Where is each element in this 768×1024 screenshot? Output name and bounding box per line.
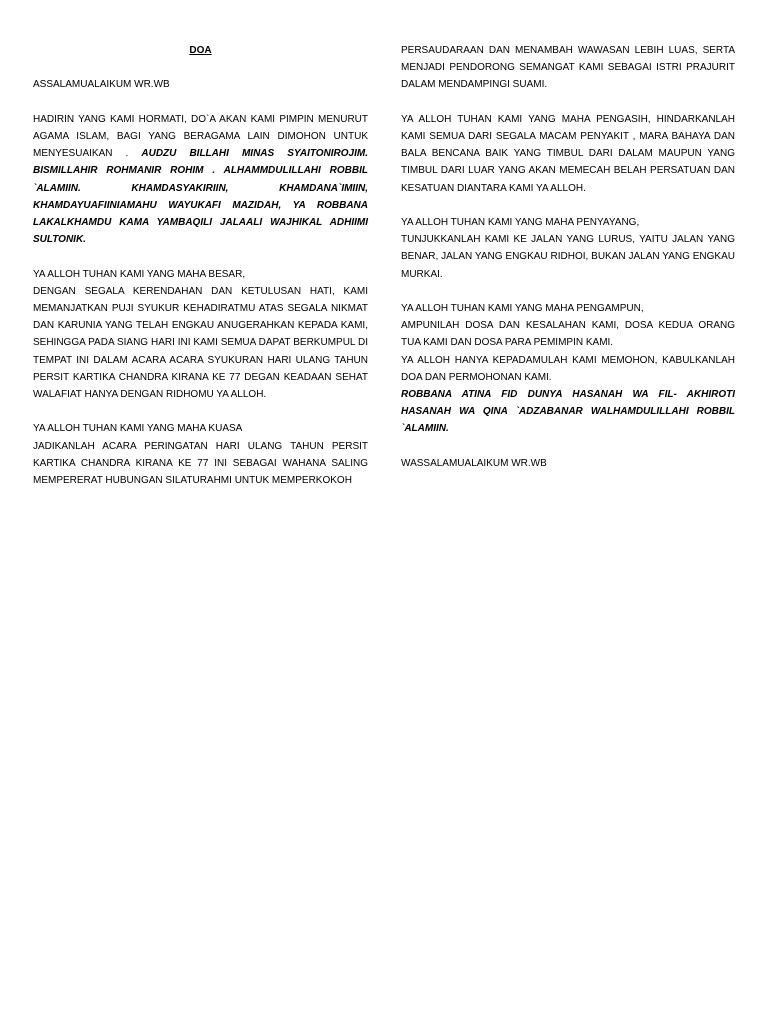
kuasa-heading: YA ALLOH TUHAN KAMI YANG MAHA KUASA [33, 423, 243, 435]
kuasa-paragraph-continued: PERSAUDARAAN DAN MENAMBAH WAWASAN LEBIH LUAS, SERTA MENJADI PENDORONG SEMANGAT KAMI SEBAGAI ISTRI PRAJURIT DALAM MENDAMPINGI SUAMI. [401, 45, 735, 91]
besar-paragraph: DENGAN SEGALA KERENDAHAN DAN KETULUSAN HATI, KAMI MEMANJATKAN PUJI SYUKUR KEHADIRATMU ATAS SEGALA NIKMAT DAN KARUNIA YANG TELAH ENGKAU ANUGERAHKAN KEPADA KAMI, SEHINGGA PADA SIANG HARI INI KAMI SEMUA DAPAT BERKUMPUL DI TEMPAT INI DALAM ACARA ACARA SYUKURAN HARI ULANG TAHUN PERSIT KARTIKA CHANDRA KIRANA KE 77 DEGAN KEADAAN SEHAT WALAFIAT HANYA DENGAN RIDHOMU YA ALLOH. [33, 285, 368, 401]
spacer [33, 248, 368, 265]
opening-salam: ASSALAMUALAIKUM WR.WB [33, 79, 170, 91]
penyayang-paragraph: TUNJUKKANLAH KAMI KE JALAN YANG LURUS, YAITU JALAN YANG BENAR, JALAN YANG ENGKAU RIDHOI, BUKAN JALAN YANG ENGKAU MURKAI. [401, 234, 735, 280]
pengampun-heading: YA ALLOH TUHAN KAMI YANG MAHA PENGAMPUN, [401, 303, 644, 314]
pengampun-paragraph: AMPUNILAH DOSA DAN KESALAHAN KAMI, DOSA KEDUA ORANG TUA KAMI DAN DOSA PARA PEMIMPIN KAMI. [401, 320, 735, 349]
closing-salam: WASSALAMUALAIKUM WR.WB [401, 457, 547, 469]
penyayang-heading: YA ALLOH TUHAN KAMI YANG MAHA PENYAYANG, [401, 217, 640, 228]
besar-heading: YA ALLOH TUHAN KAMI YANG MAHA BESAR, [33, 268, 246, 280]
closing-arabic-text: ROBBANA ATINA FID DUNYA HASANAH WA FIL- AKHIROTI HASANAH WA QINA `ADZABANAR WALHAMDULILLAHI ROBBIL `ALAMIIN. [401, 389, 735, 435]
spacer [401, 283, 735, 300]
left-column [33, 42, 368, 489]
intro-text: HADIRIN YANG KAMI HORMATI, DO`A AKAN KAMI PIMPIN MENURUT AGAMA ISLAM, BAGI YANG BERAGAMA LAIN DIMOHON UNTUK MENYESUAIKAN . [33, 113, 368, 160]
spacer [401, 197, 735, 214]
intro-paragraph [33, 111, 368, 249]
spacer [401, 94, 735, 111]
pengasih-paragraph: YA ALLOH TUHAN KAMI YANG MAHA PENGASIH, HINDARKANLAH KAMI SEMUA DARI SEGALA MACAM PENYAKIT , MARA BAHAYA DAN BALA BENCANA BAIK YANG TIMBUL DARI DALAM MAUPUN YANG TIMBUL DARI LUAR YANG AKAN MEMECAH BELAH PERSATUAN DAN KESATUAN DIANTARA KAMI YA ALLOH. [401, 113, 735, 194]
spacer [33, 94, 368, 111]
intro-arabic-text: AUDZU BILLAHI MINAS SYAITONIROJIM. BISMILLAHIR ROHMANIR ROHIM . ALHAMMDULILLAHI ROBBIL `ALAMIIN. KHAMDASYAKIRIIN, KHAMDANA`IMIIN, KHAMDAYUAFIINIAMAHU WAYUKAFI MAZIDAH, YA ROBBANA LAKALKHAMDU KAMA YAMBAQILI JALAALI WAJHIKAL ADHIIMI SULTONIK. [33, 148, 368, 246]
spacer [33, 403, 368, 420]
spacer [33, 59, 368, 76]
kuasa-paragraph: JADIKANLAH ACARA PERINGATAN HARI ULANG TAHUN PERSIT KARTIKA CHANDRA KIRANA KE 77 INI SEBAGAI WAHANA SALING MEMPERERAT HUBUNGAN SILATURAHMI UNTUK MEMPERKOKOH [33, 440, 368, 487]
right-column [401, 42, 735, 472]
closing-paragraph: YA ALLOH HANYA KEPADAMULAH KAMI MEMOHON, KABULKANLAH DOA DAN PERMOHONAN KAMI. [401, 354, 735, 383]
spacer [401, 438, 735, 455]
document-title: DOA [189, 45, 212, 56]
